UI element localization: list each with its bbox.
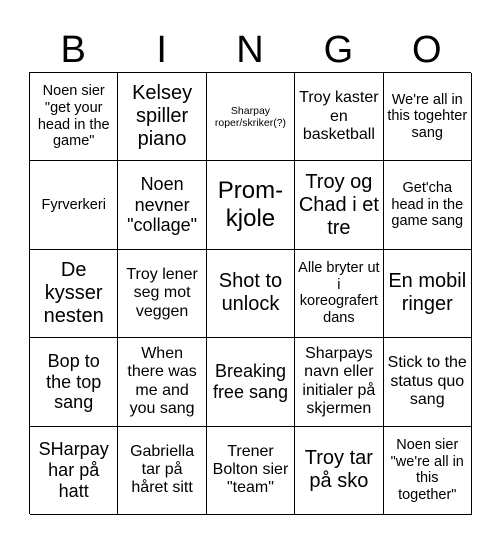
header-letter-i: I [156,29,167,71]
bingo-cell-r2c5[interactable]: Get'cha head in the game sang [384,161,472,249]
bingo-cell-r3c1[interactable]: De kysser nesten [30,250,118,338]
header-letter-o: O [412,29,442,71]
bingo-cell-r1c1[interactable]: Noen sier "get your head in the game" [30,73,118,161]
bingo-board [29,72,471,514]
bingo-cell-r1c4[interactable]: Troy kaster en basketball [295,73,383,161]
bingo-cell-r2c2[interactable]: Noen nevner "collage" [118,161,206,249]
bingo-cell-r5c4[interactable]: Troy tar på sko [295,427,383,515]
bingo-cell-r1c5[interactable]: We're all in this togehter sang [384,73,472,161]
bingo-cell-r5c3[interactable]: Trener Bolton sier "team" [207,427,295,515]
bingo-cell-r1c2[interactable]: Kelsey spiller piano [118,73,206,161]
bingo-cell-r3c4[interactable]: Alle bryter ut i koreografert dans [295,250,383,338]
bingo-cell-r5c5[interactable]: Noen sier "we're all in this together" [384,427,472,515]
bingo-cell-r5c1[interactable]: SHarpay har på hatt [30,427,118,515]
bingo-cell-r4c5[interactable]: Stick to the status quo sang [384,338,472,426]
bingo-cell-r5c2[interactable]: Gabriella tar på håret sitt [118,427,206,515]
bingo-cell-r1c3[interactable]: Sharpay roper/skriker(?) [207,73,295,161]
header-letter-g: G [323,29,354,71]
bingo-cell-r3c3[interactable]: Shot to unlock [207,250,295,338]
bingo-cell-r4c4[interactable]: Sharpays navn eller initialer på skjermen [295,338,383,426]
header-letter-b: B [60,29,86,71]
bingo-cell-r4c2[interactable]: When there was me and you sang [118,338,206,426]
header-letter-n: N [236,29,264,71]
bingo-cell-r3c2[interactable]: Troy lener seg mot veggen [118,250,206,338]
bingo-cell-r2c4[interactable]: Troy og Chad i et tre [295,161,383,249]
bingo-cell-r3c5[interactable]: En mobil ringer [384,250,472,338]
bingo-cell-r2c1[interactable]: Fyrverkeri [30,161,118,249]
bingo-cell-r4c1[interactable]: Bop to the top sang [30,338,118,426]
bingo-cell-r4c3[interactable]: Breaking free sang [207,338,295,426]
bingo-header [29,28,471,72]
bingo-cell-r2c3[interactable]: Prom-kjole [207,161,295,249]
